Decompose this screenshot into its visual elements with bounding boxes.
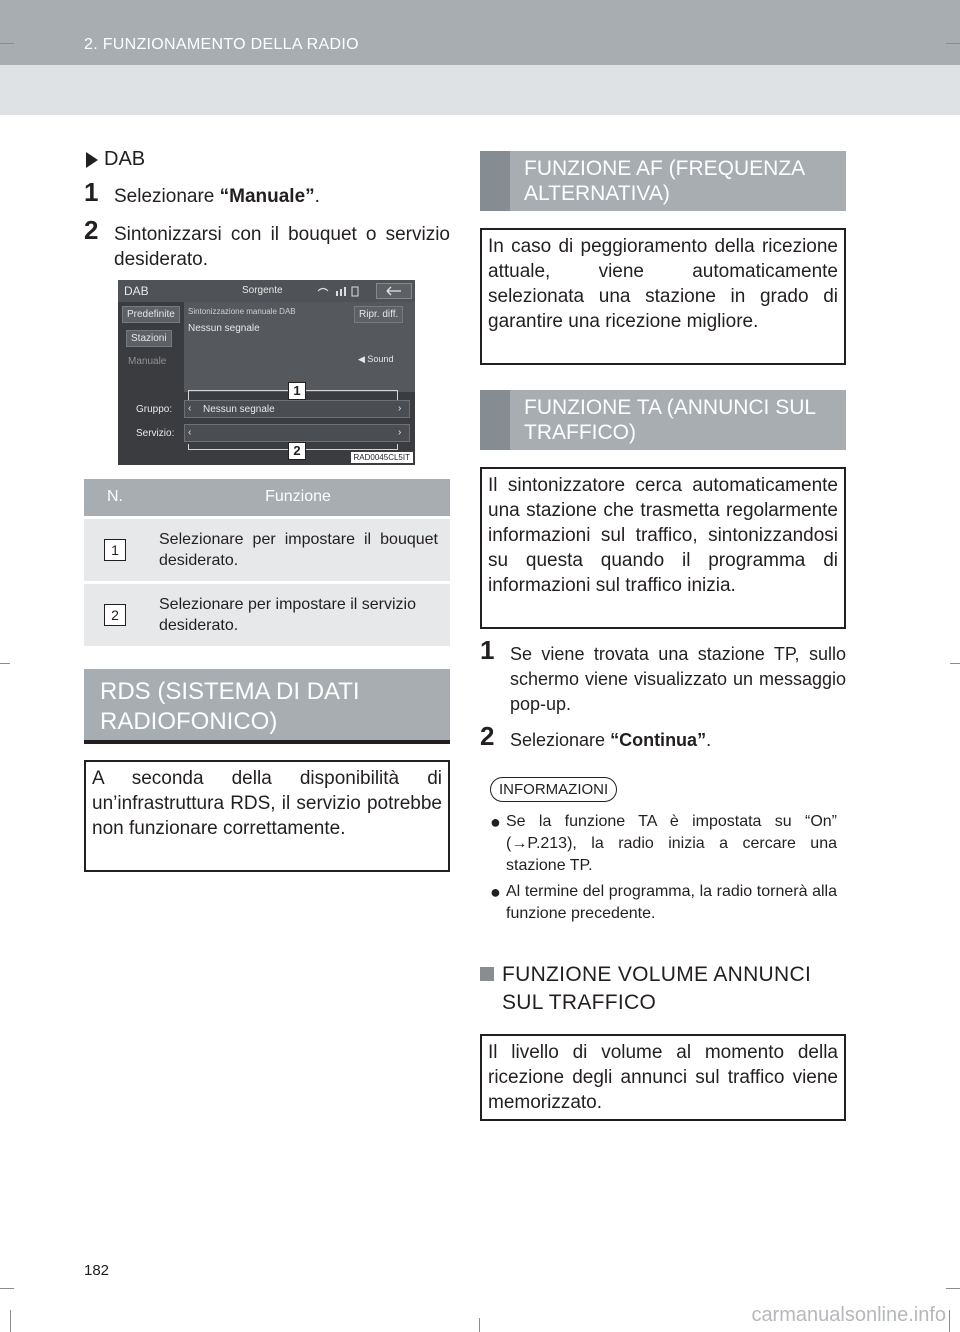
step-text-plain: Selezionare [114,186,220,207]
chevron-right-icon: › [398,427,402,438]
screen-manuale: Manuale [128,356,167,367]
screen-predefinite: Predefinite [122,306,180,323]
ta-title: FUNZIONE TA (ANNUNCI SUL TRAFFICO) [524,396,816,444]
step-2-ta [480,721,846,753]
page-number: 182 [84,1262,110,1279]
bullet-text: Se la funzione TA è impostata su “On” (→P.213), la radio inizia a cercare una stazione TP. [506,813,837,874]
screen-stazioni: Stazioni [126,330,172,347]
callout-2: 2 [288,442,306,460]
table-row [84,517,450,582]
step-text: Se viene trovata una stazione TP, sullo schermo viene visualizzato un messaggio pop-up. [510,644,846,714]
screen-sound-label: Sound [367,354,394,364]
info-bullet [490,881,837,925]
table-cell-n [84,582,146,646]
screen-ripr-button: Ripr. diff. [354,306,403,323]
back-icon [376,283,412,299]
volume-body: Il livello di volume al momento della ricezione degli annunci sul traffico viene memorizzato. [480,1034,846,1121]
step-text-end: . [706,730,712,750]
function-table [84,479,450,646]
screen-gruppo-value: Nessun segnale [203,404,275,415]
table-cell-funzione: Selezionare per impostare il bouquet desiderato. [146,517,450,582]
step-text-bold: “Continua” [610,730,707,750]
crop-mark [950,663,960,664]
step-text-plain: Selezionare [510,730,611,750]
step-number: 2 [480,721,495,751]
step-number: 2 [84,215,99,245]
screen-status-icons [316,285,364,297]
screen-sound: ◀ Sound [358,354,394,364]
number-box: 1 [104,539,126,561]
screen-servizio-bar [184,424,410,442]
illustration-code: RAD0045CL5IT [351,452,413,463]
screen-panel-status: Nessun segnale [188,323,260,334]
dab-heading [86,148,145,171]
screen-panel-title: Sintonizzazione manuale DAB [188,307,296,316]
step-text: Sintonizzarsi con il bouquet o servizio desiderato. [114,224,450,270]
table-row [84,582,450,646]
volume-subheading [480,961,846,1017]
af-body: In caso di peggioramento della ricezione attuale, viene automaticamente selezionata una stazione in grado di garantire una ricezione migliore. [480,228,846,365]
header-subband [0,65,960,115]
dab-screen-illustration [118,280,415,465]
crop-mark [946,43,960,44]
crop-mark [479,1318,480,1332]
step-text-end: . [314,186,320,207]
step-number: 1 [480,635,495,665]
info-bullet [490,811,837,877]
rds-body: A seconda della disponibilità di un’infrastruttura RDS, il servizio potrebbe non funzionare correttamente. [84,760,450,872]
ta-section-header [480,390,846,450]
triangle-bullet-icon [86,152,98,168]
square-bullet-icon [480,967,494,981]
section-title: 2. FUNZIONAMENTO DELLA RADIO [84,36,359,53]
step-text [114,184,450,209]
step-text [510,728,846,753]
rds-title: RDS (SISTEMA DI DATI RADIOFONICO) [100,678,360,735]
screen-dab-label: DAB [124,284,149,298]
step-1 [84,177,450,209]
volume-title: FUNZIONE VOLUME ANNUNCI SUL TRAFFICO [502,963,812,1014]
screen-source-button: Sorgente [242,285,283,296]
crop-mark [0,43,14,44]
chevron-right-icon: › [398,403,402,414]
info-badge: INFORMAZIONI [490,777,617,802]
table-cell-n [84,517,146,582]
crop-mark [949,1310,950,1332]
table-cell-funzione: Selezionare per impostare il servizio desiderato. [146,582,450,646]
crop-mark [10,1310,11,1332]
section-accent [480,390,510,450]
table-header-funzione: Funzione [146,479,450,517]
bullet-text: Al termine del programma, la radio tornerà alla funzione precedente. [506,883,837,922]
step-number: 1 [84,177,99,207]
crop-mark [0,1288,14,1289]
watermark: carmanualsonline.info [751,1304,946,1326]
step-2 [84,215,450,272]
step-1-ta [480,635,846,717]
af-section-header [480,151,846,211]
number-box: 2 [104,604,126,626]
chevron-left-icon: ‹ [188,403,192,414]
rds-section-header [84,669,450,744]
crop-mark [946,1288,960,1289]
section-accent [480,151,510,211]
table-header-n: N. [84,479,146,517]
screen-gruppo-label: Gruppo: [136,404,173,415]
bullet-dot-icon: ● [490,812,501,832]
af-title: FUNZIONE AF (FREQUENZA ALTERNATIVA) [524,157,805,205]
dab-label: DAB [104,148,146,170]
ta-body: Il sintonizzatore cerca automaticamente una stazione che trasmetta regolarmente informazioni sul traffico, sintonizzandosi su questa quando il programma di informazioni sul traffico inizia. [480,467,846,629]
callout-1: 1 [288,382,306,400]
chevron-left-icon: ‹ [188,427,192,438]
screen-servizio-label: Servizio: [136,428,175,439]
header-band [0,0,960,65]
step-text-bold: “Manuale” [219,186,315,207]
bullet-dot-icon: ● [490,882,501,902]
crop-mark [0,663,10,664]
